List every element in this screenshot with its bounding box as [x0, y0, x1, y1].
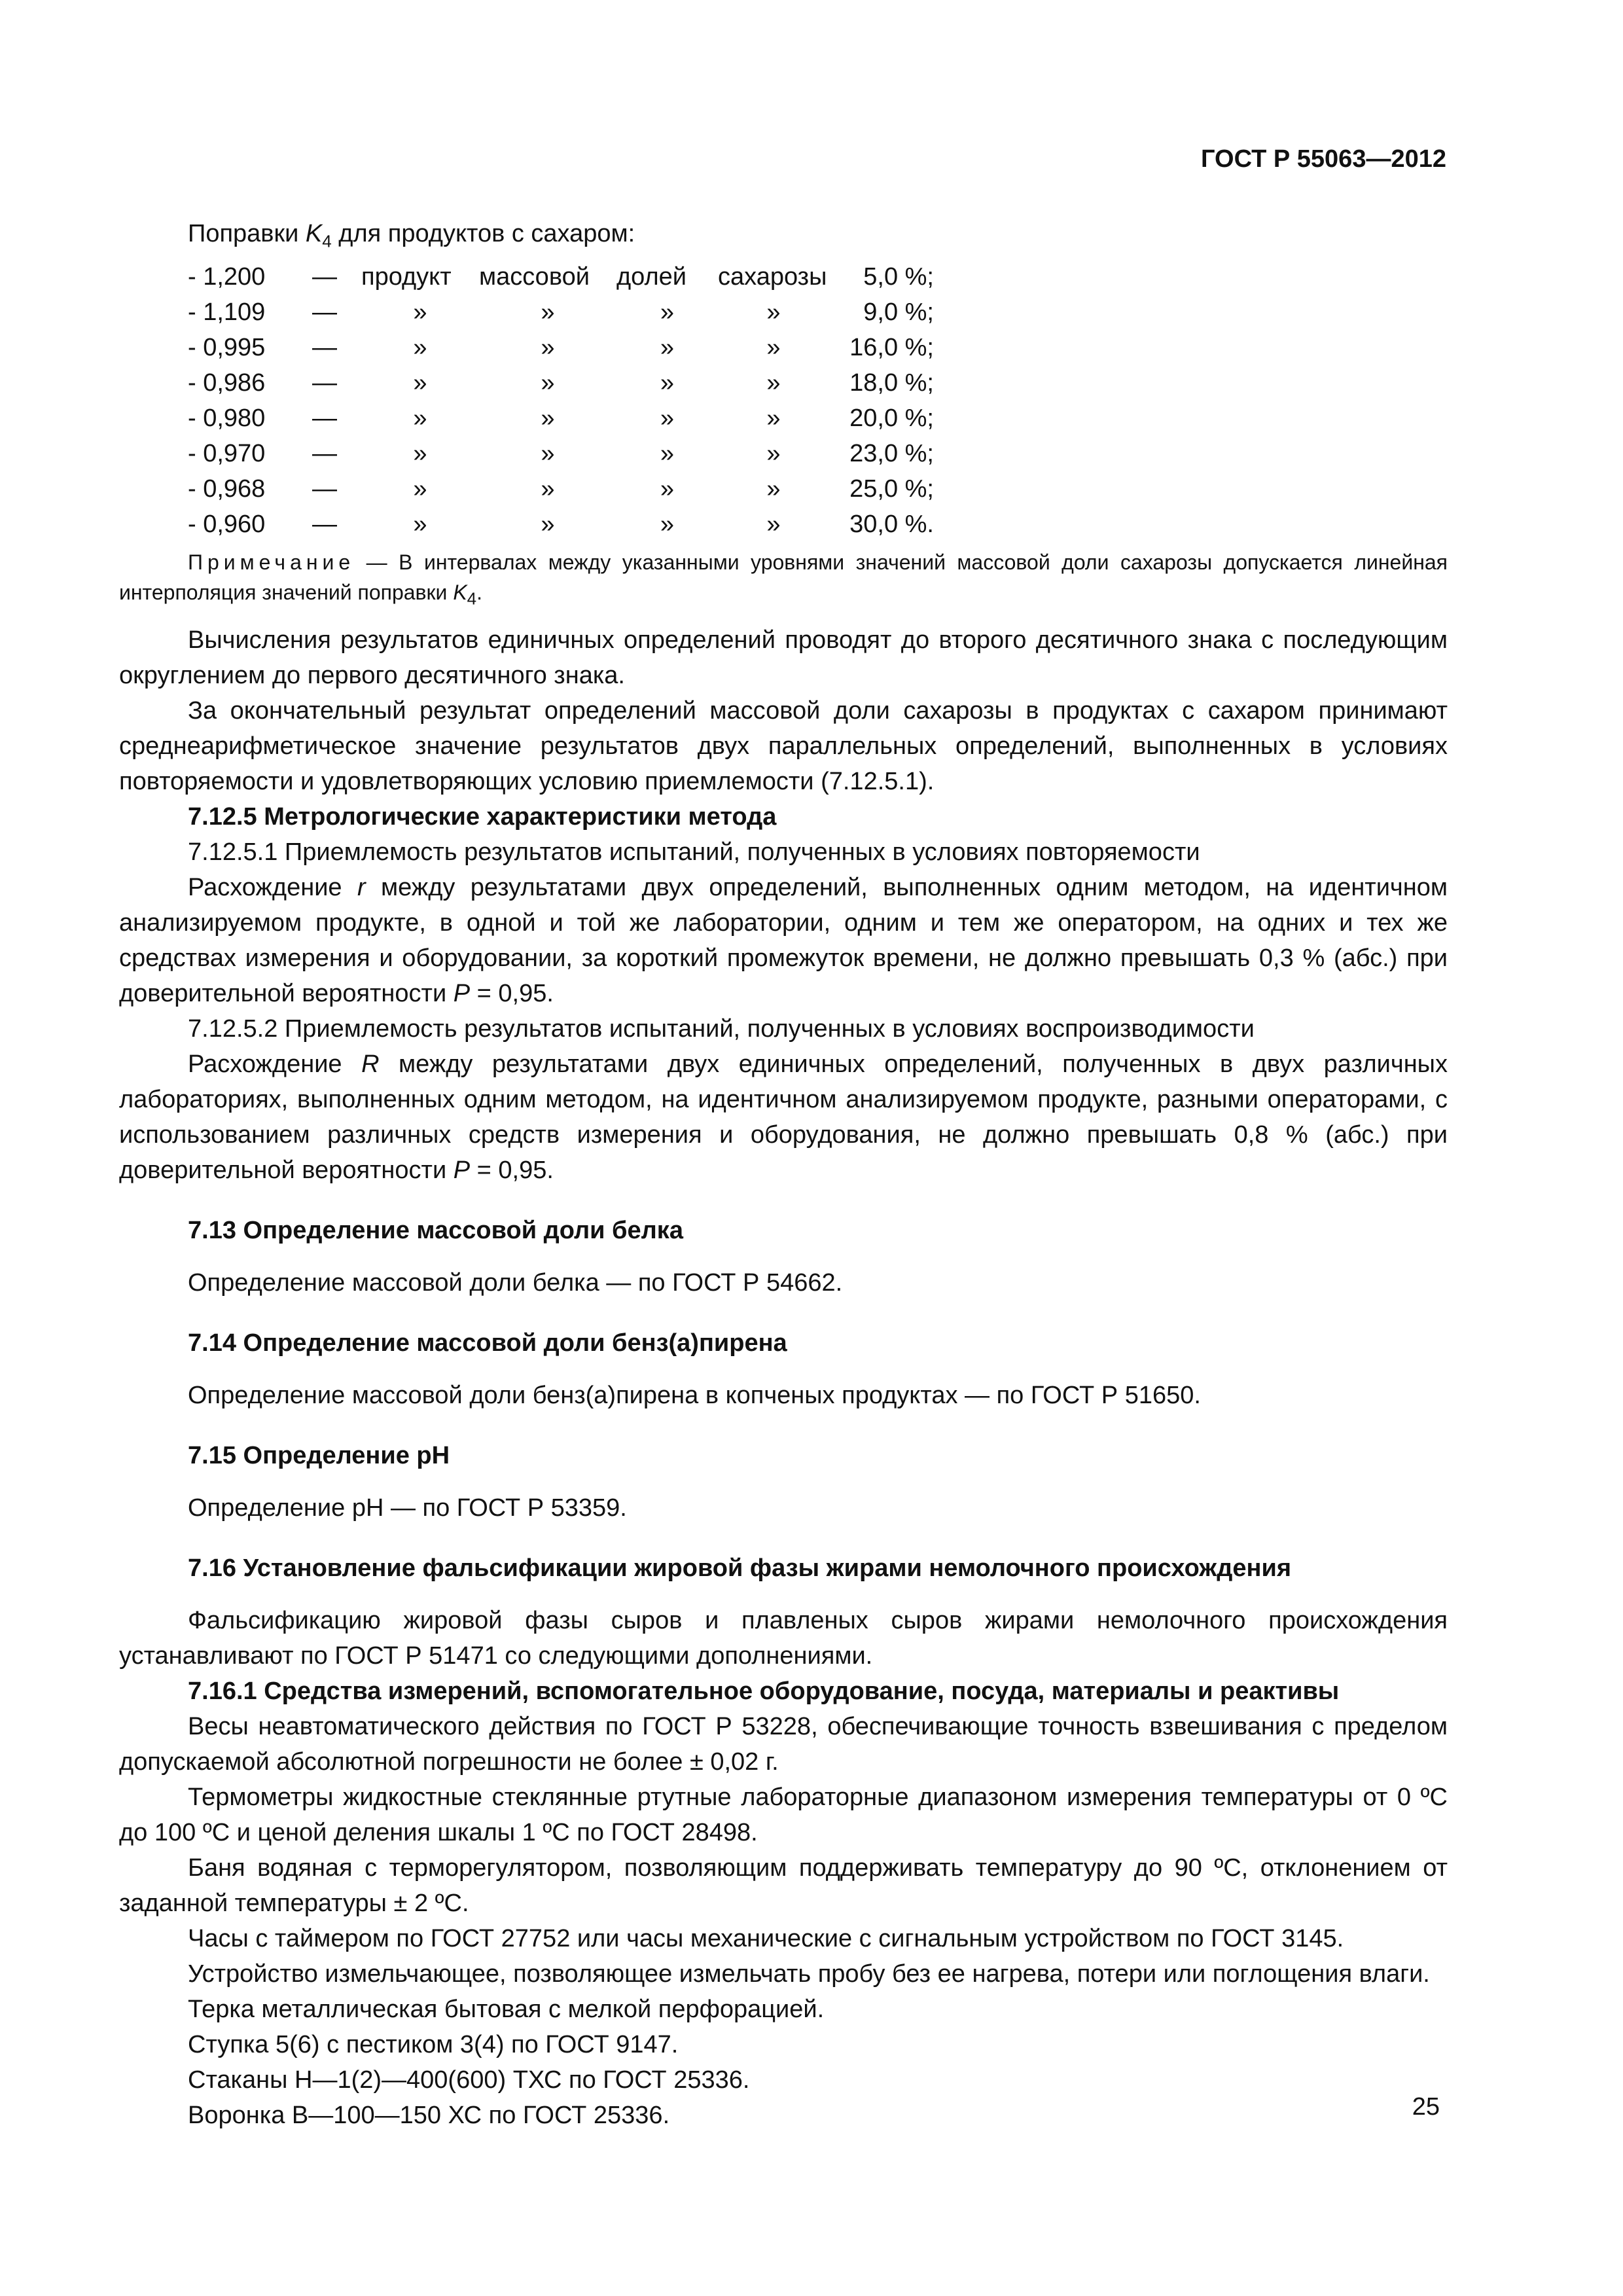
ditto-mark: » — [660, 475, 675, 503]
ditto-mark: » — [413, 475, 427, 503]
ditto-mark: » — [541, 439, 555, 467]
correction-word-sucrose: сахарозы — [718, 262, 827, 291]
document-id-header: ГОСТ Р 55063—2012 — [1201, 145, 1446, 173]
correction-value: - 0,970 — [188, 439, 266, 467]
correction-dash: — — [312, 475, 337, 503]
note-label: Примечание — [188, 550, 355, 574]
page-number: 25 — [1412, 2093, 1440, 2121]
correction-word-fraction: долей — [616, 262, 687, 291]
repeatability-text-b: между результатами двух определений, выполненных одним методом, на идентичном анализируемом продукте, в одной и той же лаборатории, одним и тем же оператором, на одних и тех же средствах измерения и оборудовании, за короткий промежуток времени, не должно превышать 0,3 % (абс.) при доверительной вероятности — [119, 873, 1448, 1007]
corrections-row — [188, 365, 934, 401]
paragraph-7-13: Определение массовой доли белка — по ГОСТ Р 54662. — [188, 1268, 843, 1297]
corrections-row — [188, 401, 934, 436]
corrections-row — [188, 259, 934, 295]
corrections-row — [188, 295, 934, 330]
corrections-row — [188, 436, 934, 471]
correction-dash: — — [312, 262, 337, 291]
paragraph-repeatability — [119, 870, 1448, 1011]
correction-percent: 23,0 %; — [849, 439, 934, 467]
correction-dash: — — [312, 333, 337, 361]
reproducibility-text-b: между результатами двух единичных определений, полученных в двух различных лабораториях, выполненных одним методом, на идентичном анализируемом продукте, разными операторами, с использованием различных средств измерения и оборудования, не должно превышать 0,8 % (абс.) при доверительной вероятности — [119, 1050, 1448, 1184]
ditto-mark: » — [766, 298, 781, 326]
corrections-row — [188, 471, 934, 507]
corrections-intro — [119, 216, 1448, 259]
ditto-mark: » — [541, 404, 555, 432]
ditto-mark: » — [541, 298, 555, 326]
corrections-table — [188, 259, 934, 542]
correction-value: - 0,986 — [188, 368, 266, 397]
paragraph-scales: Весы неавтоматического действия по ГОСТ Р 53228, обеспечивающие точность взвешивания с пределом допускаемой абсолютной погрешности не более ± 0,02 г. — [119, 1712, 1448, 1776]
correction-percent: 5,0 %; — [863, 262, 934, 291]
corrections-row — [188, 507, 934, 542]
ditto-mark: » — [660, 333, 675, 361]
ditto-mark: » — [413, 404, 427, 432]
correction-percent: 20,0 %; — [849, 404, 934, 432]
ditto-mark: » — [541, 475, 555, 503]
correction-dash: — — [312, 510, 337, 538]
ditto-mark: » — [541, 368, 555, 397]
paragraph-grater: Терка металлическая бытовая с мелкой перфорацией. — [188, 1995, 825, 2023]
ditto-mark: » — [541, 510, 555, 538]
ditto-mark: » — [413, 333, 427, 361]
ditto-mark: » — [766, 510, 781, 538]
ditto-mark: » — [660, 298, 675, 326]
ditto-mark: » — [660, 510, 675, 538]
note-symbol-sub: 4 — [467, 588, 477, 608]
paragraph-water-bath: Баня водяная с терморегулятором, позволяющим поддерживать температуру до 90 ºС, отклонением от заданной температуры ± 2 ºС. — [119, 1854, 1448, 1917]
correction-dash: — — [312, 404, 337, 432]
ditto-mark: » — [541, 333, 555, 361]
heading-7-16-1: 7.16.1 Средства измерений, вспомогательное оборудование, посуда, материалы и реактивы — [188, 1677, 1340, 1705]
repeatability-symbol-p: P — [453, 979, 471, 1007]
correction-percent: 25,0 %; — [849, 475, 934, 503]
ditto-mark: » — [413, 510, 427, 538]
reproducibility-text-c: = 0,95. — [470, 1156, 554, 1184]
ditto-mark: » — [766, 368, 781, 397]
correction-dash: — — [312, 368, 337, 397]
ditto-mark: » — [766, 404, 781, 432]
paragraph-7-14: Определение массовой доли бенз(а)пирена в копченых продуктах — по ГОСТ Р 51650. — [188, 1381, 1201, 1409]
ditto-mark: » — [660, 404, 675, 432]
paragraph-clock: Часы с таймером по ГОСТ 27752 или часы механические с сигнальным устройством по ГОСТ 3145. — [188, 1924, 1344, 1952]
repeatability-text-a: Расхождение — [188, 873, 357, 901]
interpolation-note — [119, 547, 1448, 613]
ditto-mark: » — [766, 439, 781, 467]
correction-value: - 0,968 — [188, 475, 266, 503]
note-end: . — [476, 580, 483, 604]
correction-value: - 1,200 — [188, 262, 266, 291]
corrections-intro-prefix: Поправки — [188, 220, 306, 247]
paragraph-7-15: Определение pH — по ГОСТ Р 53359. — [188, 1494, 627, 1522]
correction-value: - 0,995 — [188, 333, 266, 361]
reproducibility-text-a: Расхождение — [188, 1050, 362, 1078]
correction-percent: 9,0 %; — [863, 298, 934, 326]
heading-7-15: 7.15 Определение pH — [188, 1441, 450, 1469]
paragraph-grinder: Устройство измельчающее, позволяющее измельчать пробу без ее нагрева, потери или поглощения влаги. — [188, 1960, 1430, 1988]
correction-value: - 1,109 — [188, 298, 266, 326]
ditto-mark: » — [413, 439, 427, 467]
page-content — [119, 216, 1448, 2133]
heading-7-16: 7.16 Установление фальсификации жировой фазы жирами немолочного происхождения — [188, 1554, 1291, 1582]
paragraph-mortar: Ступка 5(6) с пестиком 3(4) по ГОСТ 9147. — [188, 2030, 679, 2058]
heading-7-12-5-1: 7.12.5.1 Приемлемость результатов испытаний, полученных в условиях повторяемости — [188, 838, 1200, 866]
correction-value: - 0,960 — [188, 510, 266, 538]
paragraph-7-16: Фальсификацию жировой фазы сыров и плавленых сыров жирами немолочного происхождения устанавливают по ГОСТ Р 51471 со следующими дополнениями. — [119, 1606, 1448, 1670]
correction-value: - 0,980 — [188, 404, 266, 432]
repeatability-symbol-r: r — [357, 873, 366, 901]
ditto-mark: » — [413, 298, 427, 326]
ditto-mark: » — [766, 475, 781, 503]
correction-dash: — — [312, 298, 337, 326]
correction-percent: 18,0 %; — [849, 368, 934, 397]
paragraph-beakers: Стаканы Н—1(2)—400(600) ТХС по ГОСТ 25336. — [188, 2066, 750, 2094]
correction-dash: — — [312, 439, 337, 467]
corrections-row — [188, 330, 934, 365]
correction-percent: 16,0 %; — [849, 333, 934, 361]
note-symbol: K — [453, 580, 467, 604]
heading-7-13: 7.13 Определение массовой доли белка — [188, 1216, 683, 1244]
ditto-mark: » — [660, 368, 675, 397]
ditto-mark: » — [413, 368, 427, 397]
correction-percent: 30,0 %. — [849, 510, 934, 538]
corrections-intro-suffix: для продуктов с сахаром: — [331, 220, 635, 247]
paragraph-calculation: Вычисления результатов единичных определений проводят до второго десятичного знака с последующим округлением до первого десятичного знака. — [119, 626, 1448, 689]
heading-7-12-5-2: 7.12.5.2 Приемлемость результатов испытаний, полученных в условиях воспроизводимости — [188, 1014, 1255, 1043]
correction-word-product: продукт — [361, 262, 452, 291]
repeatability-text-c: = 0,95. — [470, 979, 554, 1007]
correction-word-mass: массовой — [479, 262, 590, 291]
paragraph-thermometers: Термометры жидкостные стеклянные ртутные лабораторные диапазоном измерения температуры от 0 ºС до 100 ºС и ценой деления шкалы 1 ºС по ГОСТ 28498. — [119, 1783, 1448, 1846]
reproducibility-symbol-r: R — [361, 1050, 380, 1078]
reproducibility-symbol-p: P — [453, 1156, 471, 1184]
ditto-mark: » — [766, 333, 781, 361]
corrections-symbol: K — [305, 220, 323, 247]
heading-7-14: 7.14 Определение массовой доли бенз(а)пирена — [188, 1329, 787, 1357]
paragraph-reproducibility — [119, 1047, 1448, 1188]
note-text: — В интервалах между указанными уровнями значений массовой доли сахарозы допускается линейная интерполяция значений поправки — [119, 550, 1448, 604]
paragraph-final-result: За окончательный результат определений массовой доли сахарозы в продуктах с сахаром принимают среднеарифметическое значение результатов двух параллельных определений, выполненных в условиях повторяемости и удовлетворяющих условию приемлемости (7.12.5.1). — [119, 696, 1448, 795]
heading-7-12-5: 7.12.5 Метрологические характеристики метода — [188, 802, 777, 831]
ditto-mark: » — [660, 439, 675, 467]
corrections-symbol-sub: 4 — [322, 231, 332, 251]
paragraph-funnel: Воронка В—100—150 ХС по ГОСТ 25336. — [188, 2101, 670, 2129]
